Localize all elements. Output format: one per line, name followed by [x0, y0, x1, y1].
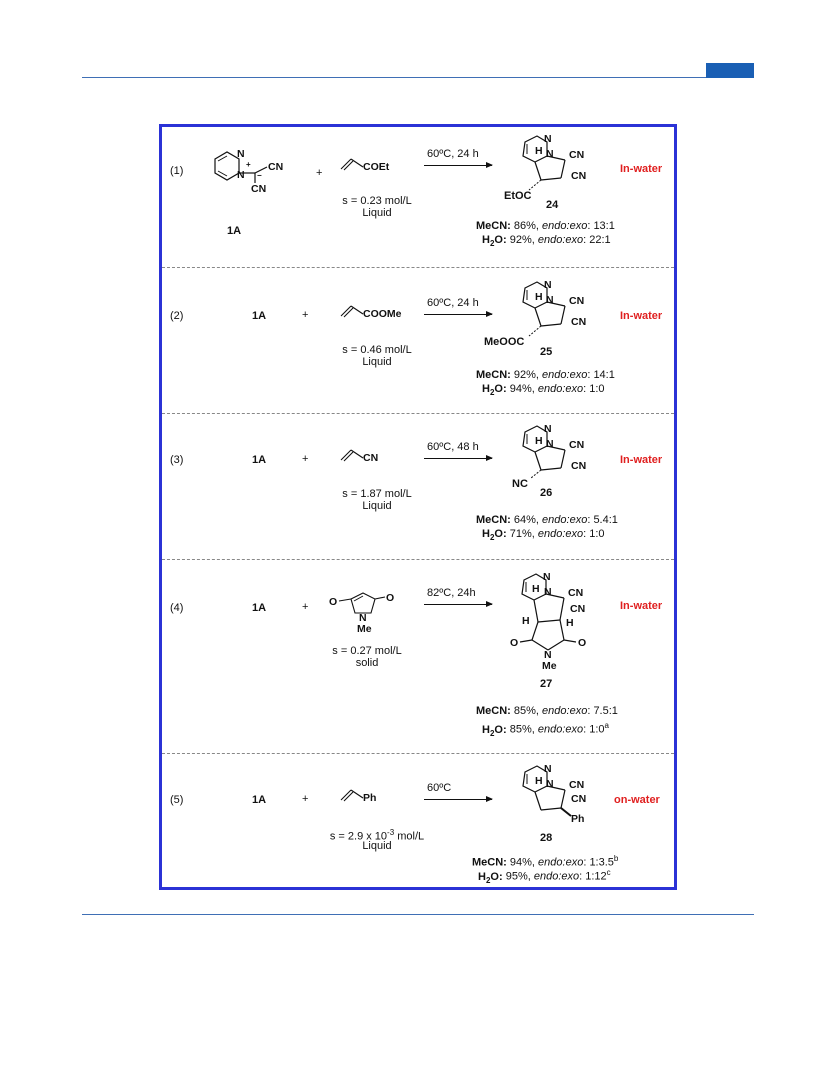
svg-text:Ph: Ph: [571, 813, 585, 825]
svg-text:O: O: [386, 592, 395, 604]
row-number: (4): [170, 602, 184, 614]
svg-text:COOMe: COOMe: [363, 308, 402, 320]
svg-text:H: H: [535, 775, 543, 787]
plus-sign: +: [316, 167, 323, 179]
product-number: 25: [540, 346, 553, 358]
medium-label: In-water: [620, 600, 663, 612]
solubility: s = 2.9 x $10^{-3}$ mol/L: [329, 828, 425, 843]
product-number: 27: [540, 678, 553, 690]
physical-state: Liquid: [362, 207, 392, 219]
svg-text:+: +: [246, 160, 251, 169]
vinyl-ketone-structure: [337, 149, 417, 179]
row-number: (5): [170, 794, 184, 806]
reaction-conditions: 60ºC, 48 h: [427, 441, 479, 453]
reaction-row-3: [162, 414, 674, 559]
solubility: s = 0.46 mol/L: [342, 344, 412, 356]
row-number: (2): [170, 310, 184, 322]
svg-text:CN: CN: [571, 170, 587, 182]
reaction-arrow: [424, 165, 492, 166]
plus-sign: +: [302, 453, 309, 465]
styrene-structure: [337, 780, 417, 810]
row-number: (1): [170, 165, 184, 177]
h2o-result: $H_2O$: 71%, endo:exo: 1:0: [482, 528, 605, 543]
mecn-result: MeCN: 85%, endo:exo: 7.5:1: [476, 705, 618, 717]
solubility: s = 0.27 mol/L: [332, 645, 402, 657]
svg-text:N: N: [544, 763, 552, 775]
svg-text:H: H: [522, 615, 530, 627]
svg-text:H: H: [535, 291, 543, 303]
h2o-result: $H_2O$: 94%, endo:exo: 1:0: [482, 383, 605, 398]
reagent-label: 1A: [252, 602, 267, 614]
svg-text:N: N: [237, 148, 245, 160]
svg-text:COEt: COEt: [363, 161, 390, 173]
svg-text:O: O: [510, 637, 519, 649]
svg-text:CN: CN: [569, 149, 585, 161]
reaction-arrow: [424, 799, 492, 800]
svg-text:N: N: [544, 586, 552, 598]
footer-rule: [82, 914, 754, 915]
reagent-label: 1A: [252, 794, 267, 806]
product-substituent: EtOC: [504, 190, 532, 202]
svg-text:N: N: [544, 133, 552, 145]
svg-text:H: H: [566, 617, 574, 629]
svg-text:CN: CN: [569, 779, 585, 791]
reaction-row-5: [162, 754, 674, 887]
svg-text:CN: CN: [570, 603, 586, 615]
reaction-row-4: [162, 560, 674, 753]
svg-text:H: H: [535, 435, 543, 447]
svg-text:N: N: [546, 148, 554, 160]
h2o-result: $H_2O$: 92%, endo:exo: 22:1: [482, 234, 611, 249]
svg-text:Ph: Ph: [363, 792, 377, 804]
reaction-arrow: [424, 458, 492, 459]
svg-text:O: O: [578, 637, 587, 649]
product-number: 26: [540, 487, 553, 499]
svg-text:Me: Me: [542, 660, 557, 672]
product-substituent: NC: [512, 478, 528, 490]
svg-text:CN: CN: [268, 161, 284, 173]
svg-text:H: H: [532, 583, 540, 595]
svg-text:CN: CN: [363, 452, 379, 464]
svg-text:CN: CN: [568, 587, 584, 599]
svg-text:N: N: [544, 279, 552, 291]
svg-text:N: N: [543, 571, 551, 583]
reaction-row-2: [162, 268, 674, 413]
svg-text:N: N: [359, 612, 367, 624]
plus-sign: +: [302, 601, 309, 613]
plus-sign: +: [302, 309, 309, 321]
medium-label: In-water: [620, 454, 663, 466]
solubility: s = 1.87 mol/L: [342, 488, 412, 500]
svg-text:N: N: [546, 294, 554, 306]
mecn-result: MeCN: 94%, endo:exo: 1:3.5$^b$: [472, 854, 619, 869]
physical-state: Liquid: [362, 356, 392, 368]
product-27-structure: [502, 570, 622, 690]
header-tab: [706, 63, 754, 78]
solubility: s = 0.23 mol/L: [342, 195, 412, 207]
mecn-result: MeCN: 92%, endo:exo: 14:1: [476, 369, 615, 381]
acrylonitrile-structure: [337, 440, 417, 470]
svg-text:CN: CN: [571, 793, 587, 805]
svg-text:CN: CN: [569, 439, 585, 451]
reaction-arrow: [424, 314, 492, 315]
reagent-label: 1A: [252, 454, 267, 466]
svg-text:CN: CN: [571, 316, 587, 328]
product-28-structure: [507, 762, 617, 842]
physical-state: Liquid: [362, 840, 392, 852]
h2o-result: $H_2O$: 85%, endo:exo: 1:0$^a$: [482, 721, 609, 738]
reaction-conditions: 60ºC, 24 h: [427, 148, 479, 160]
pyridazinium-ylide-structure: [207, 145, 287, 215]
reagent-label: 1A: [252, 310, 267, 322]
svg-text:CN: CN: [251, 183, 267, 195]
medium-label: on-water: [614, 794, 660, 806]
reaction-row-1: [162, 127, 674, 267]
product-number: 24: [546, 199, 559, 211]
row-number: (3): [170, 454, 184, 466]
svg-text:N: N: [544, 649, 552, 661]
mecn-result: MeCN: 64%, endo:exo: 5.4:1: [476, 514, 618, 526]
reaction-arrow: [424, 604, 492, 605]
medium-label: In-water: [620, 163, 663, 175]
reaction-conditions: 60ºC: [427, 782, 452, 794]
svg-text:H: H: [535, 145, 543, 157]
svg-text:N: N: [546, 438, 554, 450]
reaction-conditions: 82ºC, 24h: [427, 587, 476, 599]
svg-text:Me: Me: [357, 623, 372, 635]
svg-text:N: N: [544, 423, 552, 435]
reaction-conditions: 60ºC, 24 h: [427, 297, 479, 309]
physical-state: Liquid: [362, 500, 392, 512]
physical-state: solid: [355, 657, 379, 669]
svg-text:CN: CN: [569, 295, 585, 307]
product-number: 28: [540, 832, 553, 844]
svg-text:CN: CN: [571, 460, 587, 472]
n-methylmaleimide-structure: [327, 585, 407, 635]
plus-sign: +: [302, 793, 309, 805]
header-rule: [82, 77, 754, 78]
reaction-scheme-figure: [159, 124, 677, 890]
medium-label: In-water: [620, 310, 663, 322]
mecn-result: MeCN: 86%, endo:exo: 13:1: [476, 220, 615, 232]
product-substituent: MeOOC: [484, 336, 525, 348]
svg-text:O: O: [329, 596, 338, 608]
svg-text:N: N: [546, 778, 554, 790]
svg-text:N: N: [237, 169, 245, 181]
methyl-acrylate-structure: [337, 296, 427, 326]
compound-1a-label: 1A: [227, 225, 242, 237]
h2o-result: $H_2O$: 95%, endo:exo: 1:12$^c$: [478, 868, 611, 885]
svg-text:−: −: [257, 171, 262, 180]
